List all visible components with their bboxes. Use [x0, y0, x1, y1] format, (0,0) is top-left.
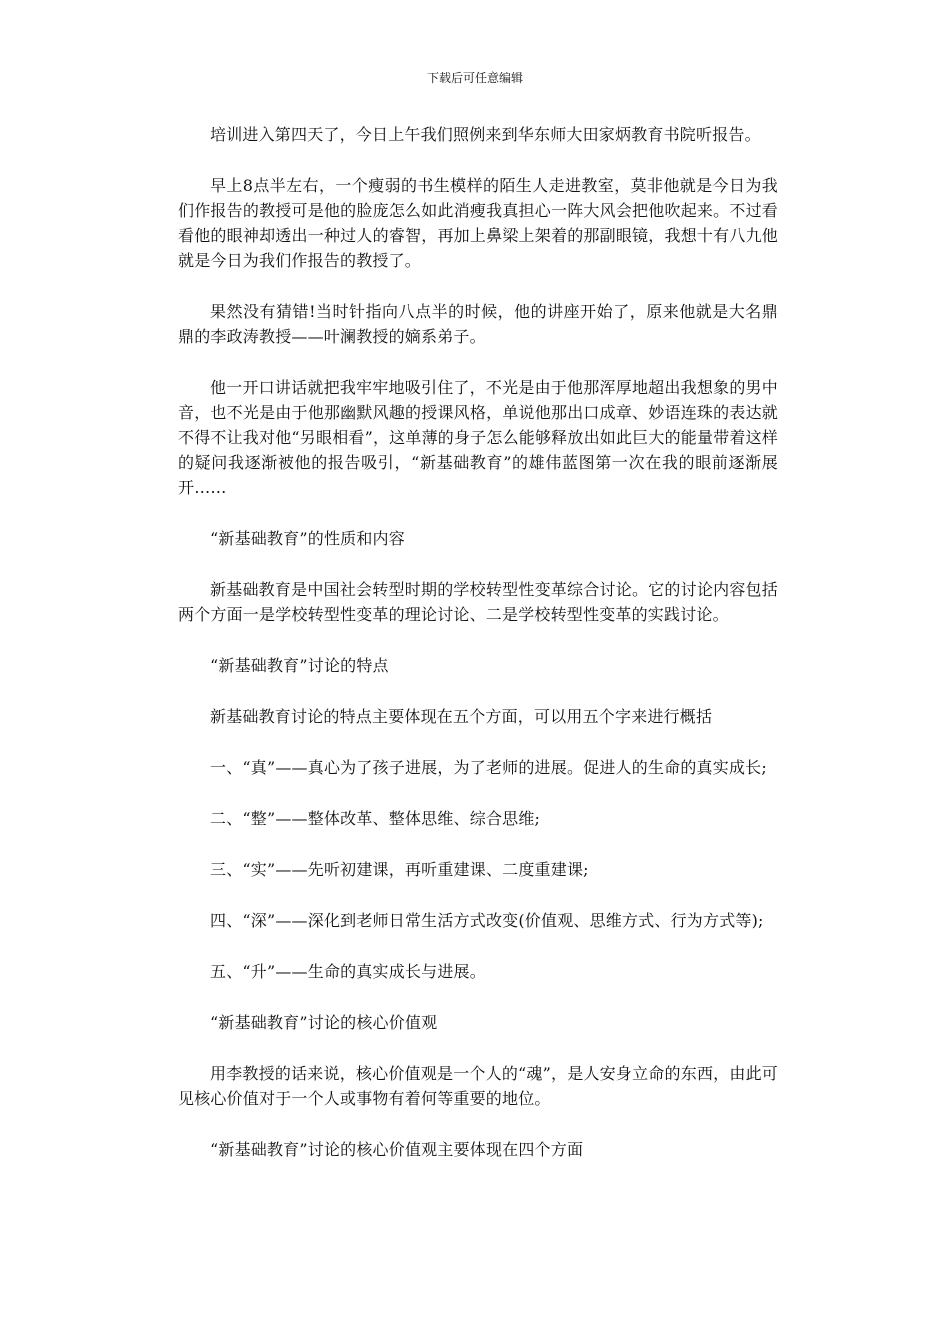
document-body: [178, 122, 778, 1188]
paragraph-impression: 他一开口讲话就把我牢牢地吸引住了，不光是由于他那浑厚地超出我想象的男中音，也不光是由于他那幽默风趣的授课风格，单说他那出口成章、妙语连珠的表达就不得不让我对他“另眼相看”，这单薄的身子怎么能够释放出如此巨大的能量带着这样的疑问我逐渐被他的报告吸引，“新基础教育”的雄伟蓝图第一次在我的眼前逐渐展开……: [178, 378, 778, 497]
list-item-feature-5: 五、“升”——生命的真实成长与进展。: [210, 962, 486, 981]
paragraph-professor-arrival: 早上8点半左右，一个瘦弱的书生模样的陌生人走进教室，莫非他就是今日为我们作报告的教授可是他的脸庞怎么如此消瘦我真担心一阵大风会把他吹起来。不过看看他的眼神却透出一种过人的睿智，再加上鼻梁上架着的那副眼镜，我想十有八九他就是今日为我们作报告的教授了。: [178, 176, 778, 270]
paragraph-lecture-start: 果然没有猜错!当时针指向八点半的时候，他的讲座开始了，原来他就是大名鼎鼎的李政涛教授——叶澜教授的嫡系弟子。: [178, 302, 778, 346]
list-item-feature-4: 四、“深”——深化到老师日常生活方式改变(价值观、思维方式、行为方式等);: [210, 911, 764, 930]
paragraph-core-values: 用李教授的话来说，核心价值观是一个人的“魂”，是人安身立命的东西，由此可见核心价值对于一个人或事物有着何等重要的地位。: [178, 1064, 778, 1108]
paragraph-nature: 新基础教育是中国社会转型时期的学校转型性变革综合讨论。它的讨论内容包括两个方面一是学校转型性变革的理论讨论、二是学校转型性变革的实践讨论。: [178, 580, 778, 624]
paragraph-core-values-aspects: “新基础教育”讨论的核心价值观主要体现在四个方面: [210, 1140, 584, 1159]
list-item-feature-1: 一、“真”——真心为了孩子进展，为了老师的进展。促进人的生命的真实成长;: [210, 758, 767, 777]
section-heading-core-values: “新基础教育”讨论的核心价值观: [210, 1013, 438, 1032]
list-item-feature-3: 三、“实”——先听初建课，再听重建课、二度重建课;: [210, 860, 589, 879]
section-heading-features: “新基础教育”讨论的特点: [210, 656, 389, 675]
paragraph-features-intro: 新基础教育讨论的特点主要体现在五个方面，可以用五个字来进行概括: [210, 707, 713, 726]
list-item-feature-2: 二、“整”——整体改革、整体思维、综合思维;: [210, 809, 541, 828]
paragraph-intro: 培训进入第四天了，今日上午我们照例来到华东师大田家炳教育书院听报告。: [210, 125, 761, 144]
page-header-note: 下载后可任意编辑: [426, 71, 523, 85]
section-heading-nature: “新基础教育”的性质和内容: [210, 529, 405, 548]
